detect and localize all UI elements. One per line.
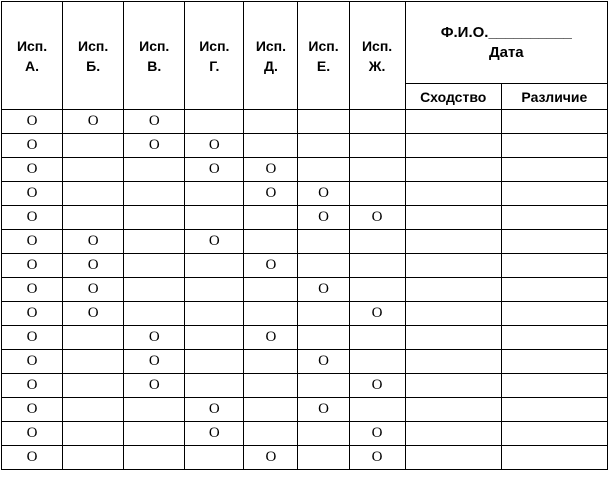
mark-cell: [124, 398, 185, 422]
mark-cell: [124, 350, 185, 374]
similarity-cell[interactable]: [405, 254, 501, 278]
mark-cell: [244, 182, 298, 206]
similarity-cell[interactable]: [405, 182, 501, 206]
difference-cell[interactable]: [501, 110, 607, 134]
mark-cell: [63, 350, 124, 374]
table-row: [2, 134, 608, 158]
mark-cell: [298, 398, 349, 422]
circle-mark: О: [208, 401, 220, 417]
difference-cell[interactable]: [501, 350, 607, 374]
table-row: [2, 110, 608, 134]
similarity-cell[interactable]: [405, 134, 501, 158]
mark-cell: [185, 254, 244, 278]
circle-mark: О: [371, 449, 383, 465]
difference-cell[interactable]: [501, 182, 607, 206]
mark-cell: [185, 110, 244, 134]
circle-mark: О: [26, 353, 38, 369]
table-row: [2, 398, 608, 422]
circle-mark: О: [265, 449, 277, 465]
circle-mark: О: [87, 113, 99, 129]
mark-cell: [63, 110, 124, 134]
circle-mark: О: [26, 401, 38, 417]
circle-mark: О: [26, 329, 38, 345]
mark-cell: [244, 398, 298, 422]
table-row: [2, 254, 608, 278]
mark-cell: [185, 350, 244, 374]
mark-cell: [63, 374, 124, 398]
mark-cell: [349, 254, 405, 278]
circle-mark: О: [26, 161, 38, 177]
mark-cell: [298, 206, 349, 230]
mark-cell: [124, 206, 185, 230]
table-row: [2, 182, 608, 206]
mark-cell: [298, 350, 349, 374]
fio-label: Ф.И.О.__________: [440, 23, 572, 41]
difference-cell[interactable]: [501, 374, 607, 398]
mark-cell: [2, 278, 63, 302]
mark-cell: [298, 326, 349, 350]
circle-mark: О: [26, 377, 38, 393]
circle-mark: О: [26, 257, 38, 273]
mark-cell: [185, 446, 244, 470]
mark-cell: [124, 230, 185, 254]
mark-cell: [63, 422, 124, 446]
circle-mark: О: [371, 305, 383, 321]
mark-cell: [349, 302, 405, 326]
mark-cell: [349, 230, 405, 254]
circle-mark: О: [148, 137, 160, 153]
mark-cell: [349, 206, 405, 230]
circle-mark: О: [87, 305, 99, 321]
mark-cell: [2, 446, 63, 470]
mark-cell: [185, 158, 244, 182]
mark-cell: [244, 134, 298, 158]
circle-mark: О: [26, 305, 38, 321]
mark-cell: [2, 398, 63, 422]
difference-cell[interactable]: [501, 398, 607, 422]
mark-cell: [124, 446, 185, 470]
mark-cell: [2, 422, 63, 446]
circle-mark: О: [26, 137, 38, 153]
table-row: [2, 422, 608, 446]
mark-cell: [298, 254, 349, 278]
table-body: [2, 110, 608, 470]
circle-mark: О: [208, 137, 220, 153]
difference-cell[interactable]: [501, 206, 607, 230]
circle-mark: О: [208, 233, 220, 249]
mark-cell: [298, 182, 349, 206]
circle-mark: О: [148, 113, 160, 129]
similarity-cell[interactable]: [405, 110, 501, 134]
mark-cell: [185, 182, 244, 206]
similarity-cell[interactable]: [405, 278, 501, 302]
mark-cell: [349, 398, 405, 422]
table-row: [2, 374, 608, 398]
tester-header-b: [63, 2, 124, 110]
date-label: Дата: [488, 43, 524, 61]
mark-cell: [298, 158, 349, 182]
circle-mark: О: [371, 425, 383, 441]
mark-cell: [298, 422, 349, 446]
similarity-header: Сходство: [405, 84, 501, 110]
mark-cell: [124, 182, 185, 206]
mark-cell: [185, 398, 244, 422]
mark-cell: [63, 326, 124, 350]
difference-cell[interactable]: [501, 230, 607, 254]
mark-cell: [124, 134, 185, 158]
tester-label: Исп. В.: [139, 37, 170, 74]
similarity-cell[interactable]: [405, 302, 501, 326]
circle-mark: О: [148, 329, 160, 345]
table-row: [2, 326, 608, 350]
difference-header: Различие: [501, 84, 607, 110]
similarity-cell[interactable]: [405, 350, 501, 374]
similarity-cell[interactable]: [405, 326, 501, 350]
similarity-cell[interactable]: [405, 422, 501, 446]
mark-cell: [2, 374, 63, 398]
mark-cell: [298, 374, 349, 398]
mark-cell: [185, 230, 244, 254]
circle-mark: О: [318, 401, 329, 417]
mark-cell: [349, 446, 405, 470]
circle-mark: О: [371, 377, 383, 393]
mark-cell: [124, 374, 185, 398]
tester-header-d: [244, 2, 298, 110]
circle-mark: О: [318, 185, 329, 201]
mark-cell: [124, 158, 185, 182]
mark-cell: [298, 134, 349, 158]
table-row: [2, 446, 608, 470]
mark-cell: [2, 134, 63, 158]
similarity-cell[interactable]: [405, 398, 501, 422]
mark-cell: [63, 134, 124, 158]
circle-mark: О: [208, 425, 220, 441]
mark-cell: [349, 374, 405, 398]
circle-mark: О: [26, 281, 38, 297]
mark-cell: [244, 254, 298, 278]
tester-header-v: [124, 2, 185, 110]
header-row: [2, 2, 608, 84]
mark-cell: [2, 110, 63, 134]
mark-cell: [244, 206, 298, 230]
mark-cell: [244, 422, 298, 446]
circle-mark: О: [87, 281, 99, 297]
tester-label: Исп. А.: [16, 37, 48, 74]
difference-cell[interactable]: [501, 278, 607, 302]
mark-cell: [63, 158, 124, 182]
circle-mark: О: [371, 209, 383, 225]
name-date-header: [405, 2, 607, 84]
circle-mark: О: [265, 329, 277, 345]
mark-cell: [244, 374, 298, 398]
circle-mark: О: [26, 425, 38, 441]
mark-cell: [244, 278, 298, 302]
circle-mark: О: [318, 281, 329, 297]
mark-cell: [63, 230, 124, 254]
circle-mark: О: [148, 377, 160, 393]
tester-header-e: [298, 2, 349, 110]
circle-mark: О: [318, 353, 329, 369]
mark-cell: [2, 326, 63, 350]
mark-cell: [63, 206, 124, 230]
mark-cell: [185, 326, 244, 350]
similarity-cell[interactable]: [405, 374, 501, 398]
mark-cell: [2, 350, 63, 374]
mark-cell: [185, 422, 244, 446]
tester-label: Исп. Е.: [308, 37, 339, 74]
mark-cell: [349, 326, 405, 350]
mark-cell: [63, 254, 124, 278]
mark-cell: [124, 422, 185, 446]
circle-mark: О: [26, 185, 38, 201]
similarity-cell[interactable]: [405, 446, 501, 470]
similarity-cell[interactable]: [405, 158, 501, 182]
mark-cell: [63, 302, 124, 326]
circle-mark: О: [265, 161, 277, 177]
mark-cell: [185, 206, 244, 230]
circle-mark: О: [87, 233, 99, 249]
difference-cell[interactable]: [501, 422, 607, 446]
circle-mark: О: [148, 353, 160, 369]
mark-cell: [2, 254, 63, 278]
circle-mark: О: [318, 209, 329, 225]
mark-cell: [244, 110, 298, 134]
table-row: [2, 158, 608, 182]
mark-cell: [2, 206, 63, 230]
mark-cell: [349, 422, 405, 446]
similarity-cell[interactable]: [405, 206, 501, 230]
circle-mark: О: [265, 257, 277, 273]
table-row: [2, 350, 608, 374]
mark-cell: [298, 446, 349, 470]
mark-cell: [185, 374, 244, 398]
difference-cell[interactable]: [501, 254, 607, 278]
circle-mark: О: [265, 185, 277, 201]
tester-header-zh: [349, 2, 405, 110]
mark-cell: [63, 398, 124, 422]
difference-cell[interactable]: [501, 446, 607, 470]
difference-cell[interactable]: [501, 134, 607, 158]
mark-cell: [244, 230, 298, 254]
mark-cell: [298, 110, 349, 134]
mark-cell: [63, 182, 124, 206]
mark-cell: [124, 110, 185, 134]
difference-cell[interactable]: [501, 326, 607, 350]
tester-header-g: [185, 2, 244, 110]
mark-cell: [2, 230, 63, 254]
mark-cell: [185, 302, 244, 326]
mark-cell: [63, 446, 124, 470]
mark-cell: [349, 278, 405, 302]
mark-cell: [185, 134, 244, 158]
mark-cell: [349, 182, 405, 206]
mark-cell: [124, 326, 185, 350]
mark-cell: [298, 278, 349, 302]
circle-mark: О: [26, 449, 38, 465]
table-row: [2, 230, 608, 254]
mark-cell: [124, 302, 185, 326]
difference-cell[interactable]: [501, 158, 607, 182]
circle-mark: О: [26, 233, 38, 249]
difference-cell[interactable]: [501, 302, 607, 326]
mark-cell: [185, 278, 244, 302]
mark-cell: [63, 278, 124, 302]
mark-cell: [298, 302, 349, 326]
mark-cell: [2, 158, 63, 182]
mark-cell: [349, 110, 405, 134]
mark-cell: [349, 134, 405, 158]
mark-cell: [244, 158, 298, 182]
mark-cell: [244, 326, 298, 350]
mark-cell: [2, 182, 63, 206]
mark-cell: [349, 158, 405, 182]
mark-cell: [244, 350, 298, 374]
circle-mark: О: [208, 161, 220, 177]
mark-cell: [124, 278, 185, 302]
mark-cell: [349, 350, 405, 374]
table-row: [2, 302, 608, 326]
tester-label: Исп. Г.: [199, 37, 230, 74]
mark-cell: [298, 230, 349, 254]
mark-cell: [124, 254, 185, 278]
circle-mark: О: [26, 113, 38, 129]
mark-cell: [244, 446, 298, 470]
similarity-cell[interactable]: [405, 230, 501, 254]
table-row: [2, 278, 608, 302]
mark-cell: [244, 302, 298, 326]
tester-label: Исп. Д.: [255, 37, 287, 74]
circle-mark: О: [87, 257, 99, 273]
mark-cell: [2, 302, 63, 326]
table-row: [2, 206, 608, 230]
tester-label: Исп. Ж.: [361, 37, 393, 74]
tester-header-a: [2, 2, 63, 110]
tester-label: Исп. Б.: [78, 37, 109, 74]
comparison-table: [1, 1, 608, 470]
circle-mark: О: [26, 209, 38, 225]
